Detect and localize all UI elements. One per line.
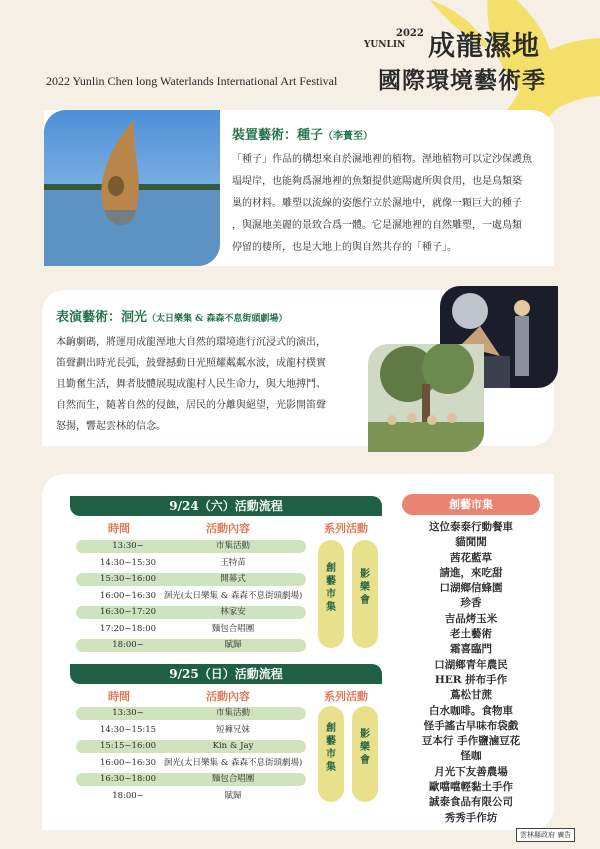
day2-col-time: 時間: [108, 690, 130, 703]
day2-row-time: 16:00~16:30: [99, 757, 157, 768]
day1-series-market: 創 藝 市 集: [318, 540, 344, 648]
market-vendor-item: 月光下友善農場: [434, 765, 508, 778]
installation-description: 「種子」作品的構想來自於濕地裡的植物。溼地植物可以定沙保護魚 塭堤岸，也能夠爲濕地裡的魚類提供遮陽處所與食用，也是鳥類築 巢的材料。雕塑以流線的姿態佇立於濕地中，就像一顆巨大的種子 ，與濕地美麗的景致合爲一體。它是濕地裡的自然雕塑，一處鳥類 停留的棲所，也是大地上的與自然共存的「種子」。: [232, 154, 532, 253]
market-vendor-list: [398, 520, 544, 826]
day1-col-content: 活動內容: [206, 522, 250, 535]
day2-row: [76, 707, 306, 720]
day2-row: [76, 790, 306, 803]
market-vendor-item: 珍香: [460, 597, 482, 610]
day1-row: [76, 590, 306, 603]
day1-row: [76, 557, 306, 570]
market-vendor-item: 蔦松甘蔗: [450, 689, 492, 702]
market-vendor-item: 口湖鄉青年農民: [434, 658, 508, 671]
day1-row-time: 16:30~17:20: [99, 607, 157, 617]
day1-row: [76, 606, 306, 619]
day2-schedule-title: 9/25（日）活動流程: [70, 664, 382, 684]
day1-row-content: 麵包合唱團: [211, 623, 255, 634]
day2-row: [76, 724, 306, 737]
performance-photo-group: [368, 344, 484, 452]
day2-series-market: 創 藝 市 集: [318, 706, 344, 802]
day2-row-content: Kin & Jay: [212, 741, 254, 751]
header-year: 2022: [396, 28, 424, 39]
market-vendor-item: 請進，來吃甜: [439, 566, 503, 579]
market-vendor-item: 老土藝術: [450, 628, 492, 641]
market-vendor-item: 秀秀手作坊: [444, 811, 498, 824]
day1-row-content: 王特苗: [220, 557, 246, 568]
market-vendor-item: 歐噹噹輕黏土手作: [429, 781, 513, 794]
day1-row-time: 16:00~16:30: [99, 590, 157, 601]
day1-row-content: 賦歸: [224, 640, 242, 650]
performance-description: 本齣劇碼，將運用成龍溼地大自然的環境進行沉浸式的演出， 笛聲劃出時光長弧，鼓聲撼動日光照耀粼粼水波，成龍村樸實 且勤奮生活，舞者肢體展現成龍村人民生命力，與大地搏鬥、 自然而生，隨著自然的侵蝕，居民的分離與絕望，光影開笛聲 怒揚，響起雲林的信念。: [56, 337, 326, 432]
day1-row-content: 開幕式: [220, 574, 246, 584]
market-vendor-item: 白水咖啡。食物車: [429, 704, 513, 717]
day1-row: [76, 639, 306, 652]
day1-col-series: 系列活動: [324, 522, 368, 535]
market-vendor-item: 誠泰食品有限公司: [429, 796, 513, 809]
market-vendor-item: 霜喜臨門: [450, 643, 492, 656]
day1-row: [76, 573, 306, 586]
market-vendor-item: 茜花藍草: [450, 551, 492, 564]
market-vendor-item: 貓閒閒: [455, 536, 487, 549]
day1-row-content: 洄光(太日樂集 & 森森不息街頭劇場): [163, 590, 303, 601]
market-vendor-item: 吉品烤玉米: [444, 612, 498, 625]
header-title-line1: 成龍濕地: [428, 31, 540, 62]
day1-row-content: 市集活動: [215, 541, 250, 551]
day2-row: [76, 757, 306, 770]
installation-title: 裝置藝術：種子（李蕢至）: [232, 128, 374, 143]
header-subtitle-en: 2022 Yunlin Chen long Waterlands International Art Festival: [46, 74, 338, 88]
day2-row-content: 市集活動: [215, 708, 250, 718]
market-vendor-item: 怪手謠古早味布袋戲: [423, 719, 519, 732]
day1-row-time: 15:30~16:00: [99, 574, 157, 584]
day1-row: [76, 540, 306, 553]
performance-title: 表演藝術：洄光（太日樂集 & 森森不息街頭劇場）: [56, 310, 288, 325]
day2-series-film-music: 影 樂 會: [352, 706, 378, 802]
installation-photo: [44, 110, 220, 266]
day1-col-time: 時間: [108, 522, 130, 535]
market-vendor-item: 口湖鄉信蜂園: [439, 582, 503, 595]
header-title-line2: 國際環境藝術季: [378, 67, 546, 94]
day1-row-time: 17:20~18:00: [99, 623, 157, 634]
day2-row-time: 15:15~16:00: [99, 741, 157, 751]
day2-row-content: 短褲兄妹: [215, 724, 250, 735]
day2-col-content: 活動內容: [206, 690, 250, 703]
day2-row-content: 賦歸: [224, 790, 242, 801]
header-city-en: YUNLIN: [364, 40, 406, 50]
day1-row-time: 13:30~: [112, 541, 144, 551]
day2-row-content: 麵包合唱團: [211, 774, 255, 784]
day2-row-time: 13:30~: [112, 708, 144, 718]
day2-row-time: 14:30~15:15: [99, 724, 157, 735]
market-vendor-item: 这位泰泰行動餐車: [429, 521, 513, 533]
day1-row: [76, 623, 306, 636]
day1-row-time: 18:00~: [112, 640, 144, 650]
day1-schedule-title: 9/24（六）活動流程: [70, 496, 382, 516]
day2-row-content: 洄光(太日樂集 & 森森不息街頭劇場): [163, 757, 303, 768]
market-vendor-item: HER 拼布手作: [434, 673, 508, 686]
day2-row: [76, 740, 306, 753]
market-title: 創藝市集: [402, 494, 540, 515]
day2-col-series: 系列活動: [324, 690, 368, 703]
day2-row-time: 18:00~: [112, 790, 144, 801]
market-vendor-item: 怪咖: [460, 750, 482, 763]
market-vendor-item: 豆本行 手作鹽滷豆花: [421, 735, 521, 748]
footer-advert-label: 雲林縣政府 廣告: [516, 828, 575, 842]
day1-row-content: 林家安: [220, 607, 246, 617]
day2-row-time: 16:30~18:00: [99, 774, 157, 784]
day1-row-time: 14:30~15:30: [99, 557, 157, 568]
day2-row: [76, 773, 306, 786]
day1-series-film-music: 影 樂 會: [352, 540, 378, 648]
